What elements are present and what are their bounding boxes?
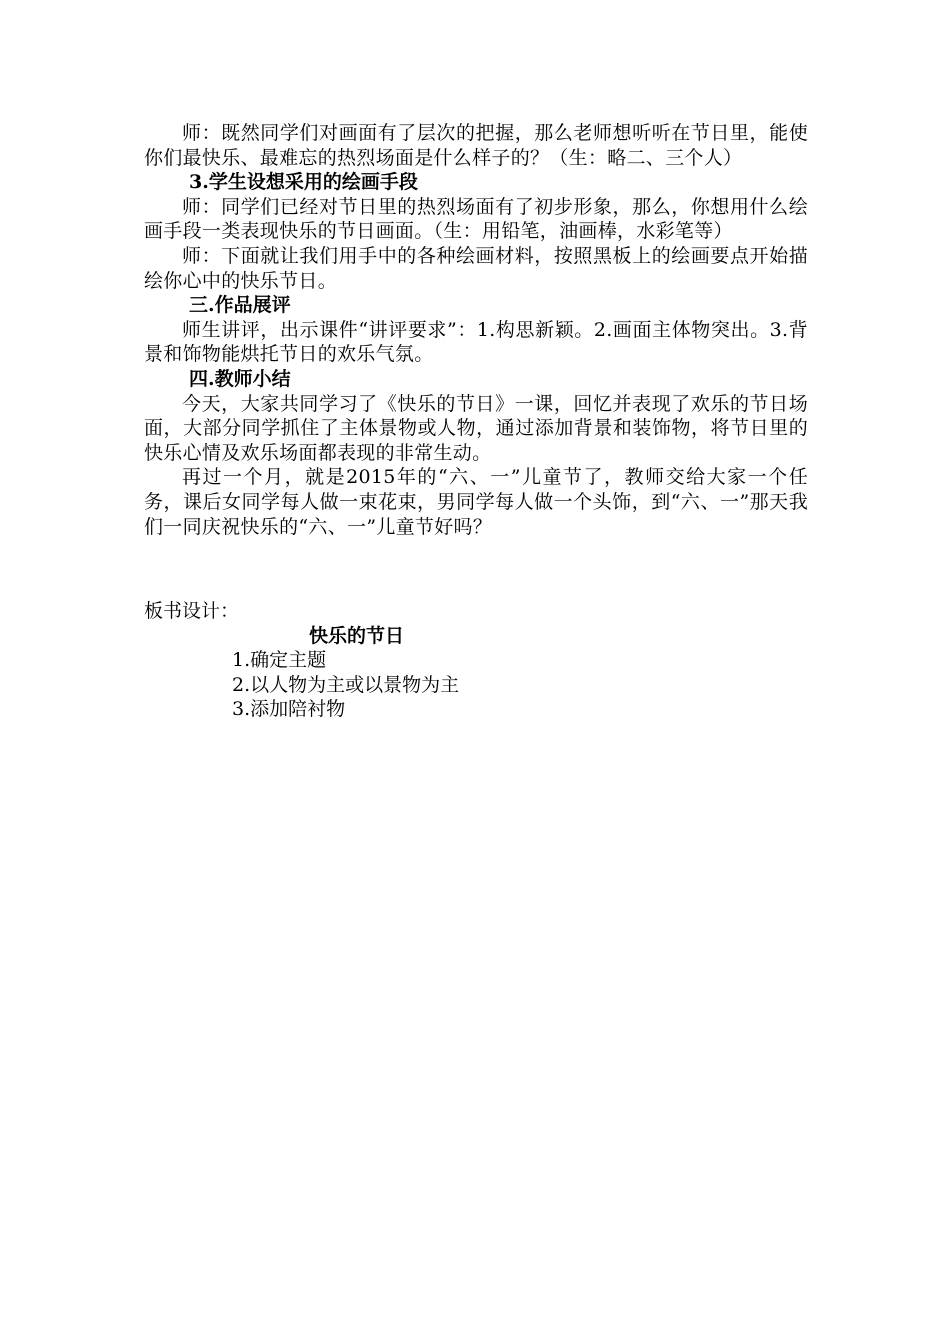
board-title: 快乐的节日 — [309, 624, 405, 647]
board-item: 1.确定主题 — [232, 649, 327, 672]
paragraph-review-criteria: 师生讲评，出示课件“讲评要求”：1.构思新颖。2.画面主体物突出。3.背景和饰物能烘托节日的欢乐气氛。 — [144, 318, 808, 366]
paragraph-teacher-question: 师：既然同学们对画面有了层次的把握，那么老师想听听在节日里，能使你们最快乐、最难忘的热烈场面是什么样子的？（生：略二、三个人） — [144, 122, 808, 169]
board-design-label: 板书设计： — [144, 600, 240, 623]
paragraph-start-drawing: 师：下面就让我们用手中的各种绘画材料，按照黑板上的绘画要点开始描绘你心中的快乐节日。 — [144, 244, 808, 292]
heading-work-review: 三.作品展评 — [189, 294, 291, 317]
paragraph-summary: 今天，大家共同学习了《快乐的节日》一课，回忆并表现了欢乐的节日场面，大部分同学抓住了主体景物或人物，通过添加背景和装饰物，将节日里的快乐心情及欢乐场面都表现的非常生动。 — [144, 392, 808, 464]
document-page — [144, 121, 808, 722]
heading-teacher-summary: 四.教师小结 — [189, 367, 291, 390]
heading-section-3: 3.学生设想采用的绘画手段 — [189, 171, 418, 194]
board-item: 3.添加陪衬物 — [232, 698, 346, 721]
paragraph-drawing-means: 师：同学们已经对节日里的热烈场面有了初步形象，那么，你想用什么绘画手段一类表现快乐的节日画面。（生：用铅笔，油画棒，水彩笔等） — [144, 195, 808, 243]
paragraph-childrens-day: 再过一个月，就是2015年的“六、一”儿童节了，教师交给大家一个任务，课后女同学每人做一束花束，男同学每人做一个头饰，到“六、一”那天我们一同庆祝快乐的“六、一”儿童节好吗？ — [144, 466, 808, 538]
board-item: 2.以人物为主或以景物为主 — [232, 673, 460, 696]
spacer — [144, 539, 808, 599]
